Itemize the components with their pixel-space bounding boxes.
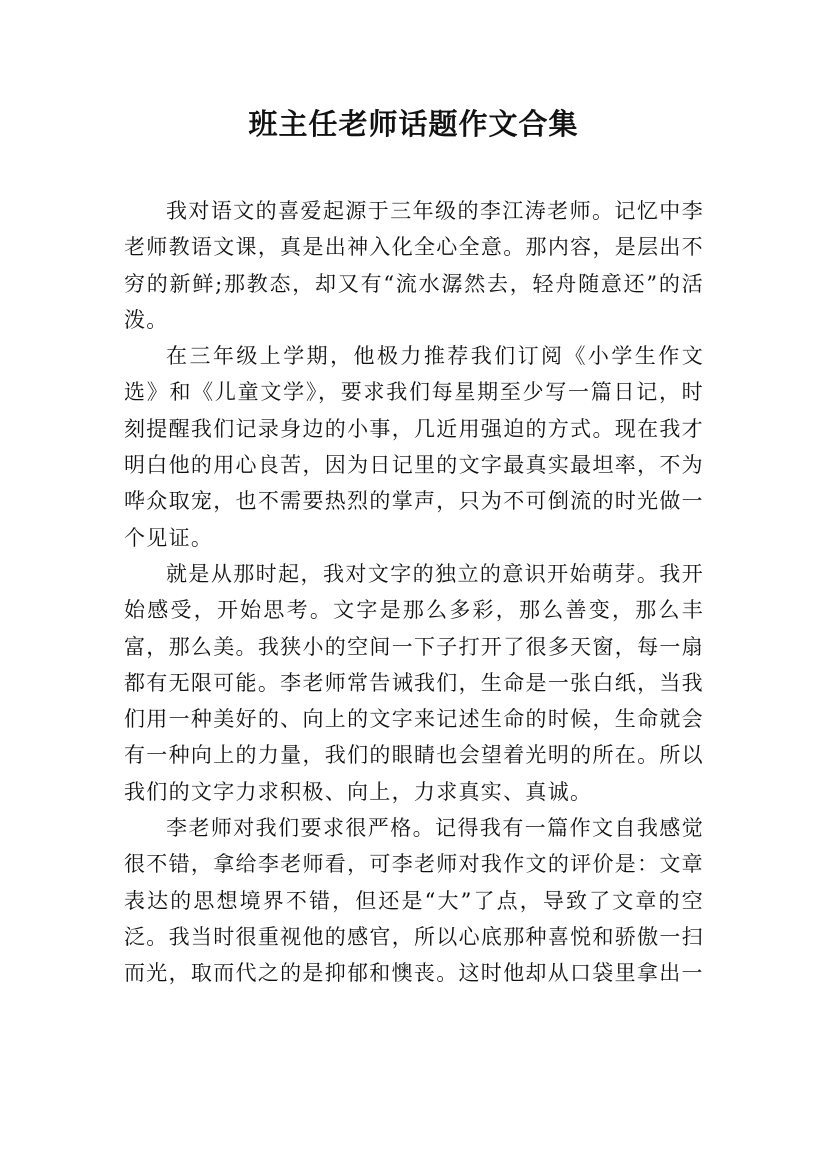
paragraph: 我对语文的喜爱起源于三年级的李江涛老师。记忆中李老师教语文课，真是出神入化全心全意。那内容，是层出不穷的新鲜;那教态，却又有“流水潺然去，轻舟随意还”的活泼。 [124, 199, 704, 332]
paragraph: 李老师对我们要求很严格。记得我有一篇作文自我感觉很不错，拿给李老师看，可李老师对我作文的评价是：文章表达的思想境界不错，但还是“大”了点，导致了文章的空泛。我当时很重视他的感官，所以心底那种喜悦和骄傲一扫而光，取而代之的是抑郁和懊丧。这时他却从口袋里拿出一 [124, 816, 704, 986]
document-title: 班主任老师话题作文合集 [248, 107, 579, 141]
paragraph: 就是从那时起，我对文字的独立的意识开始萌芽。我开始感受，开始思考。文字是那么多彩，那么善变，那么丰富，那么美。我狭小的空间一下子打开了很多天窗，每一扇都有无限可能。李老师常告诫我们，生命是一张白纸，当我们用一种美好的、向上的文字来记述生命的时候，生命就会有一种向上的力量，我们的眼睛也会望着光明的所在。所以我们的文字力求积极、向上，力求真实、真诚。 [124, 561, 704, 804]
document-body [124, 193, 704, 992]
paragraph: 在三年级上学期，他极力推荐我们订阅《小学生作文选》和《儿童文学》，要求我们每星期至少写一篇日记，时刻提醒我们记录身边的小事，几近用强迫的方式。现在我才明白他的用心良苦，因为日记里的文字最真实最坦率，不为哗众取宠，也不需要热烈的掌声，只为不可倒流的时光做一个见证。 [124, 344, 704, 550]
